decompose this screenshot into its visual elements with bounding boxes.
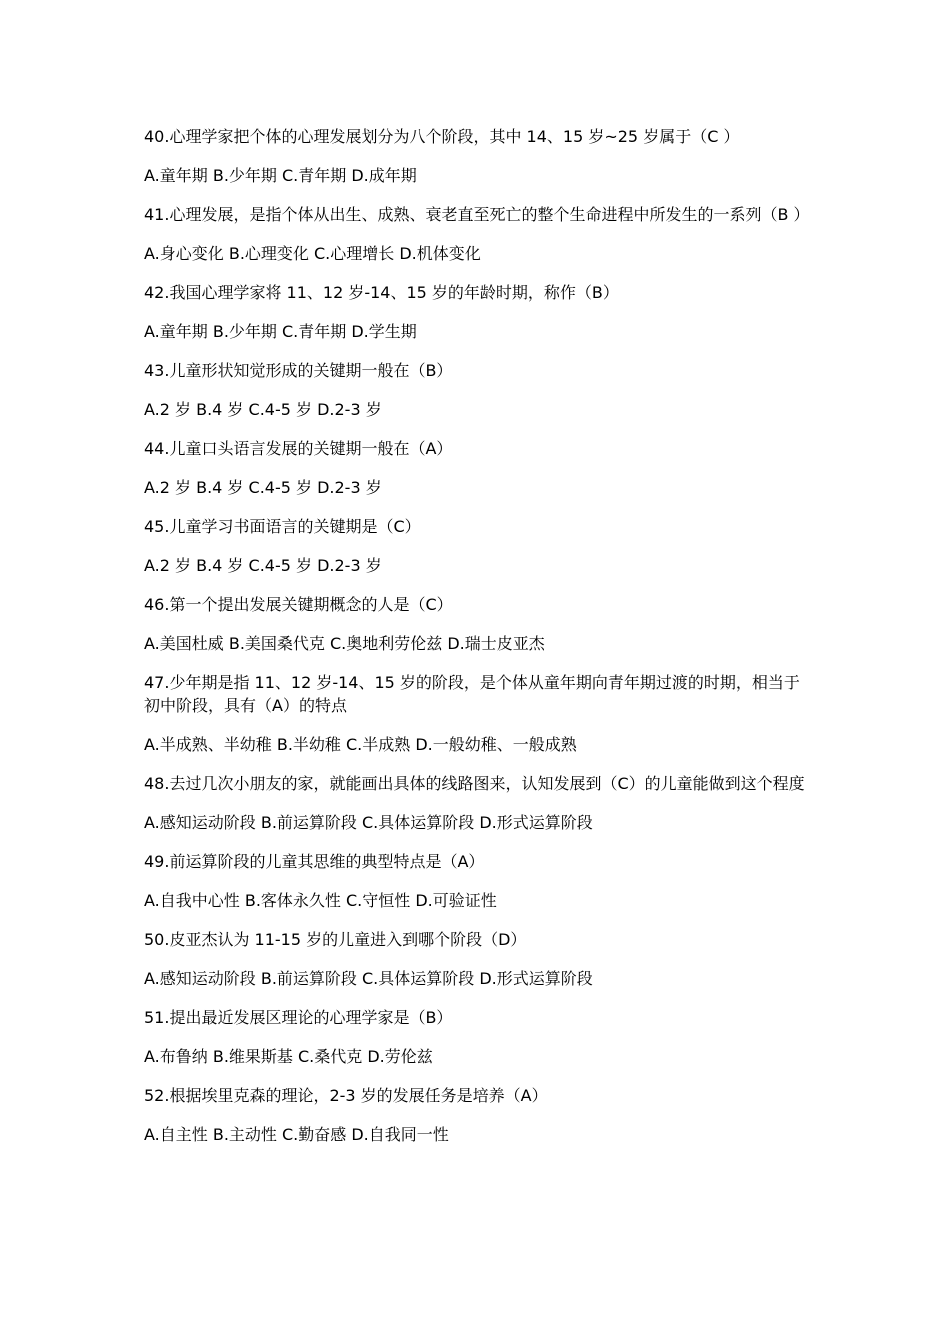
options-43: A.2 岁 B.4 岁 C.4-5 岁 D.2-3 岁 — [144, 400, 382, 419]
options-48: A.感知运动阶段 B.前运算阶段 C.具体运算阶段 D.形式运算阶段 — [144, 813, 593, 832]
question-44: 44.儿童口头语言发展的关键期一般在（A） — [144, 439, 453, 458]
options-49: A.自我中心性 B.客体永久性 C.守恒性 D.可验证性 — [144, 891, 497, 910]
question-41: 41.心理发展，是指个体从出生、成熟、衰老直至死亡的整个生命进程中所发生的一系列（B ） — [144, 205, 810, 224]
options-52: A.自主性 B.主动性 C.勤奋感 D.自我同一性 — [144, 1125, 449, 1144]
question-51: 51.提出最近发展区理论的心理学家是（B） — [144, 1008, 453, 1027]
options-40: A.童年期 B.少年期 C.青年期 D.成年期 — [144, 166, 417, 185]
options-41: A.身心变化 B.心理变化 C.心理增长 D.机体变化 — [144, 244, 481, 263]
options-47: A.半成熟、半幼稚 B.半幼稚 C.半成熟 D.一般幼稚、一般成熟 — [144, 735, 577, 754]
question-52: 52.根据埃里克森的理论，2-3 岁的发展任务是培养（A） — [144, 1086, 548, 1105]
question-43: 43.儿童形状知觉形成的关键期一般在（B） — [144, 361, 453, 380]
options-42: A.童年期 B.少年期 C.青年期 D.学生期 — [144, 322, 417, 341]
question-45: 45.儿童学习书面语言的关键期是（C） — [144, 517, 421, 536]
question-50: 50.皮亚杰认为 11-15 岁的儿童进入到哪个阶段（D） — [144, 930, 527, 949]
options-45: A.2 岁 B.4 岁 C.4-5 岁 D.2-3 岁 — [144, 556, 382, 575]
question-48: 48.去过几次小朋友的家，就能画出具体的线路图来，认知发展到（C）的儿童能做到这个程度 — [144, 774, 805, 793]
options-50: A.感知运动阶段 B.前运算阶段 C.具体运算阶段 D.形式运算阶段 — [144, 969, 593, 988]
options-46: A.美国杜威 B.美国桑代克 C.奥地利劳伦兹 D.瑞士皮亚杰 — [144, 634, 545, 653]
question-47: 47.少年期是指 11、12 岁-14、15 岁的阶段，是个体从童年期向青年期过渡的时期，相当于初中阶段，具有（A）的特点 — [144, 673, 800, 715]
question-46: 46.第一个提出发展关键期概念的人是（C） — [144, 595, 453, 614]
question-40: 40.心理学家把个体的心理发展划分为八个阶段，其中 14、15 岁~25 岁属于（C ） — [144, 127, 740, 146]
question-49: 49.前运算阶段的儿童其思维的典型特点是（A） — [144, 852, 485, 871]
question-42: 42.我国心理学家将 11、12 岁-14、15 岁的年龄时期，称作（B） — [144, 283, 619, 302]
document-page — [144, 125, 809, 1162]
options-44: A.2 岁 B.4 岁 C.4-5 岁 D.2-3 岁 — [144, 478, 382, 497]
options-51: A.布鲁纳 B.维果斯基 C.桑代克 D.劳伦兹 — [144, 1047, 433, 1066]
